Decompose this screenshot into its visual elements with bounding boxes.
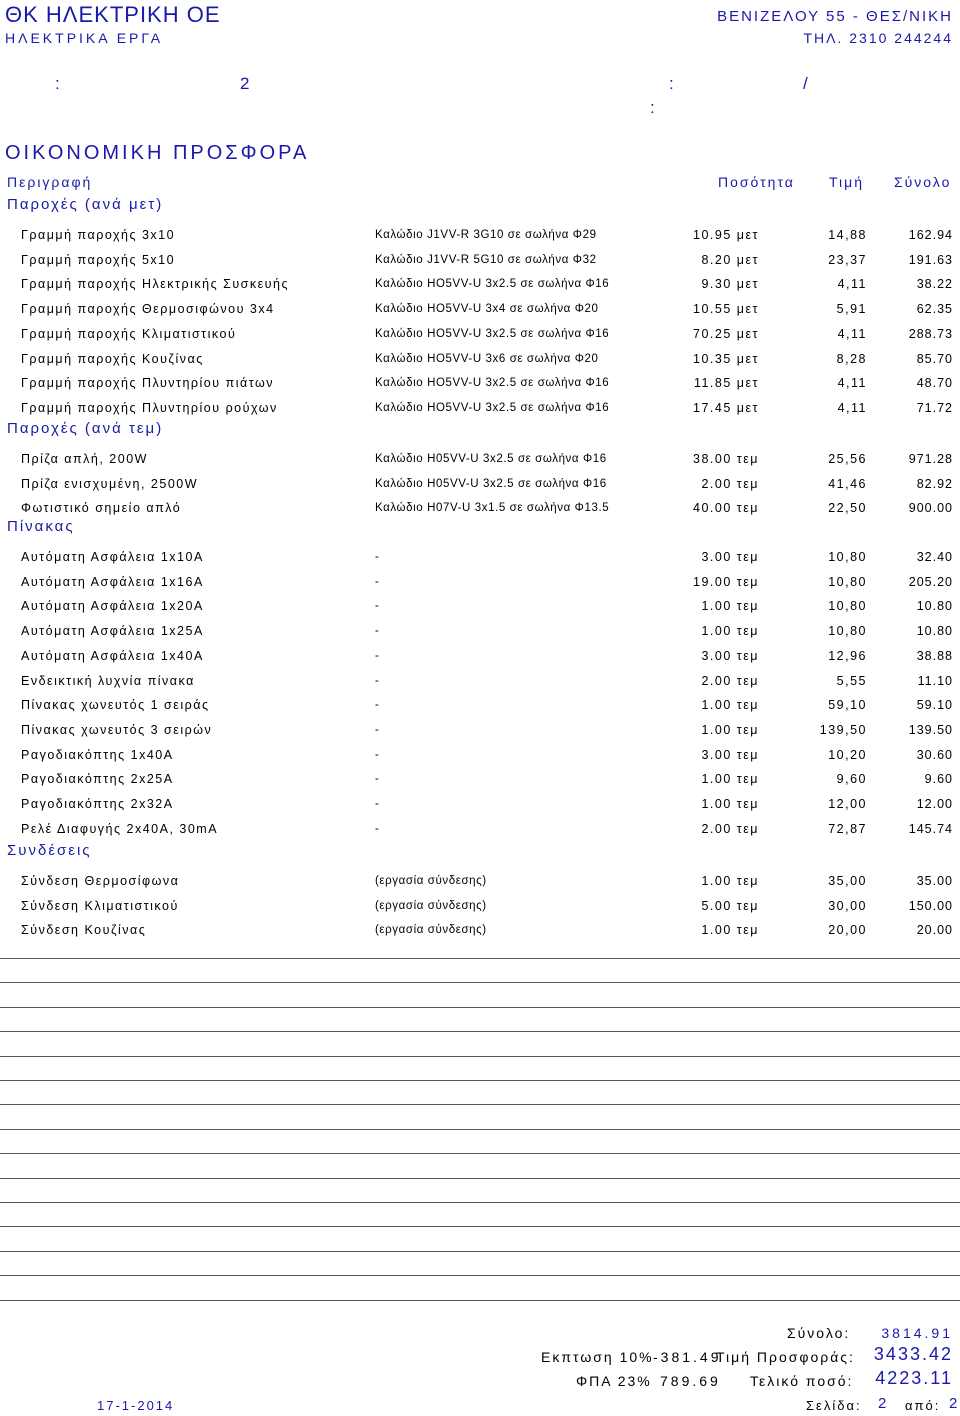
item-quantity: 2.00 τεμ: [701, 673, 759, 688]
document-title: ΟΙΚΟΝΟΜΙΚΗ ΠΡΟΣΦΟΡΑ: [5, 142, 310, 164]
item-specification: -: [375, 748, 380, 761]
table-row: [0, 723, 960, 743]
document-date: 17-1-2014: [97, 1398, 175, 1413]
item-description: Γραμμή παροχής Κλιματιστικού: [21, 326, 237, 341]
item-total: 288.73: [908, 326, 953, 341]
item-quantity: 1.00 τεμ: [701, 797, 759, 811]
item-specification: Καλώδιο H05VV-U 3x2.5 σε σωλήνα Φ16: [375, 453, 607, 465]
item-total: 62.35: [916, 302, 953, 317]
table-row: [0, 302, 960, 322]
item-description: Ενδεικτική λυχνία πίνακα: [21, 673, 195, 688]
offer-number: 2: [240, 74, 250, 93]
item-total: 11.10: [917, 673, 953, 688]
ruled-line: [0, 1178, 960, 1179]
ruled-line: [0, 1202, 960, 1203]
item-unit-price: 35,00: [828, 874, 867, 888]
item-description: Αυτόματη Ασφάλεια 1x16A: [21, 574, 204, 589]
item-unit-price: 4,11: [837, 376, 867, 391]
item-quantity: 8.20 μετ: [701, 252, 759, 267]
company-address: ΒΕΝΙΖΕΛΟΥ 55 - ΘΕΣ/ΝΙΚΗ: [717, 8, 953, 25]
section-title: Παροχές (ανά τεμ): [7, 420, 164, 437]
item-unit-price: 12,96: [828, 648, 867, 663]
offer-price-label: Τιμή Προσφοράς:: [716, 1349, 855, 1365]
item-specification: -: [375, 575, 380, 588]
item-total: 85.70: [916, 351, 953, 366]
column-header-quantity: Ποσότητα: [718, 174, 795, 190]
item-unit-price: 10,80: [828, 574, 867, 589]
item-total: 30.60: [916, 747, 953, 762]
item-quantity: 10.55 μετ: [693, 302, 759, 317]
item-quantity: 3.00 τεμ: [701, 747, 759, 762]
item-total: 10.80: [916, 624, 953, 639]
item-description: Ρελέ Διαφυγής 2x40A, 30mA: [21, 821, 219, 836]
discount-value: -381.49: [653, 1349, 722, 1365]
table-row: [0, 748, 960, 768]
item-total: 971.28: [908, 452, 953, 466]
item-specification: (εργασία σύνδεσης): [375, 899, 487, 912]
item-quantity: 38.00 τεμ: [693, 452, 759, 466]
table-row: [0, 327, 960, 347]
item-total: 59.10: [916, 698, 953, 713]
section-title: Πίνακας: [7, 518, 75, 535]
item-specification: (εργασία σύνδεσης): [375, 875, 487, 887]
company-activity: ΗΛΕΚΤΡΙΚΑ ΕΡΓΑ: [5, 30, 164, 46]
item-description: Γραμμή παροχής 5x10: [21, 252, 176, 267]
meta-colon: :: [669, 74, 674, 93]
company-phone: ΤΗΛ. 2310 244244: [803, 30, 953, 46]
section-title: Συνδέσεις: [7, 842, 92, 859]
item-specification: Καλώδιο J1VV-R 5G10 σε σωλήνα Φ32: [375, 253, 597, 266]
table-row: [0, 624, 960, 644]
company-name: ΘΚ ΗΛΕΚΤΡΙΚΗ ΟΕ: [5, 2, 221, 27]
page-of-label: από:: [905, 1398, 941, 1413]
item-unit-price: 4,11: [837, 326, 867, 341]
item-specification: Καλώδιο HO5VV-U 3x2.5 σε σωλήνα Φ16: [375, 278, 610, 291]
item-total: 32.40: [916, 550, 953, 564]
item-quantity: 40.00 τεμ: [693, 501, 759, 516]
item-description: Πίνακας χωνευτός 1 σειράς: [21, 698, 210, 713]
item-total: 162.94: [908, 228, 953, 242]
meta-colon: :: [55, 74, 60, 93]
item-total: 191.63: [908, 252, 953, 267]
item-specification: -: [375, 798, 380, 810]
item-description: Ραγοδιακόπτης 2x25A: [21, 772, 174, 787]
ruled-line: [0, 1153, 960, 1154]
item-description: Πρίζα απλή, 200W: [21, 452, 148, 466]
item-description: Αυτόματη Ασφάλεια 1x20A: [21, 599, 204, 614]
item-quantity: 1.00 τεμ: [701, 923, 759, 938]
item-total: 205.20: [908, 574, 953, 589]
item-unit-price: 41,46: [828, 476, 867, 491]
table-row: [0, 277, 960, 297]
table-row: [0, 401, 960, 421]
item-unit-price: 20,00: [828, 923, 867, 938]
item-unit-price: 10,80: [828, 624, 867, 639]
item-unit-price: 5,91: [836, 302, 867, 317]
page-total: 2: [949, 1395, 958, 1412]
vat-value: 789.69: [660, 1373, 721, 1389]
ruled-line: [0, 1129, 960, 1130]
item-unit-price: 30,00: [828, 898, 867, 913]
item-description: Γραμμή παροχής Κουζίνας: [21, 351, 204, 366]
item-total: 35.00: [916, 874, 953, 888]
item-specification: -: [375, 551, 380, 563]
item-total: 10.80: [916, 599, 953, 614]
item-specification: -: [375, 699, 380, 712]
item-unit-price: 10,80: [828, 599, 867, 614]
table-row: [0, 674, 960, 694]
table-row: [0, 352, 960, 372]
table-row: [0, 822, 960, 842]
column-header-total: Σύνολο: [894, 174, 952, 190]
item-unit-price: 72,87: [828, 821, 867, 836]
item-quantity: 9.30 μετ: [701, 277, 759, 292]
item-description: Αυτόματη Ασφάλεια 1x10A: [21, 550, 204, 564]
table-row: [0, 575, 960, 595]
item-description: Γραμμή παροχής Πλυντηρίου ρούχων: [21, 400, 278, 415]
item-quantity: 3.00 τεμ: [701, 550, 759, 564]
item-unit-price: 22,50: [828, 501, 867, 516]
column-header-price: Τιμή: [829, 174, 864, 190]
ruled-line: [0, 1251, 960, 1252]
item-description: Γραμμή παροχής Ηλεκτρικής Συσκευής: [21, 277, 289, 292]
item-specification: -: [375, 773, 380, 786]
ruled-line: [0, 958, 960, 959]
ruled-line: [0, 1226, 960, 1227]
page-label: Σελίδα:: [806, 1398, 862, 1413]
sum-value: 3814.91: [881, 1325, 953, 1341]
item-specification: Καλώδιο HO5VV-U 3x6 σε σωλήνα Φ20: [375, 352, 599, 365]
item-quantity: 1.00 τεμ: [701, 772, 759, 787]
item-quantity: 1.00 τεμ: [701, 599, 759, 614]
item-quantity: 17.45 μετ: [693, 400, 759, 415]
item-quantity: 2.00 τεμ: [701, 821, 759, 836]
ruled-line: [0, 1080, 960, 1081]
item-quantity: 10.95 μετ: [693, 228, 759, 242]
item-specification: -: [375, 625, 380, 638]
item-unit-price: 23,37: [828, 252, 867, 267]
ruled-line: [0, 1275, 960, 1276]
table-row: [0, 477, 960, 497]
item-description: Αυτόματη Ασφάλεια 1x25A: [21, 624, 204, 639]
table-row: [0, 698, 960, 718]
item-specification: -: [375, 674, 380, 687]
item-specification: -: [375, 600, 380, 613]
ruled-line: [0, 1104, 960, 1105]
section-title: Παροχές (ανά μετ): [7, 196, 164, 213]
item-unit-price: 4,11: [837, 277, 867, 292]
item-quantity: 1.00 τεμ: [701, 624, 759, 639]
item-total: 48.70: [916, 376, 953, 391]
item-quantity: 2.00 τεμ: [701, 476, 759, 491]
item-specification: Καλώδιο H07V-U 3x1.5 σε σωλήνα Φ13.5: [375, 502, 610, 515]
item-specification: Καλώδιο J1VV-R 3G10 σε σωλήνα Φ29: [375, 229, 597, 241]
item-description: Γραμμή παροχής Θερμοσιφώνου 3x4: [21, 302, 275, 317]
item-unit-price: 4,11: [837, 400, 867, 415]
table-row: [0, 452, 960, 472]
item-quantity: 1.00 τεμ: [701, 874, 759, 888]
item-unit-price: 12,00: [828, 797, 867, 811]
item-specification: -: [375, 822, 380, 835]
item-total: 900.00: [908, 501, 953, 516]
item-specification: Καλώδιο HO5VV-U 3x2.5 σε σωλήνα Φ16: [375, 377, 610, 390]
item-specification: Καλώδιο H05VV-U 3x2.5 σε σωλήνα Φ16: [375, 477, 607, 490]
item-specification: -: [375, 649, 380, 662]
item-total: 38.88: [916, 648, 953, 663]
offer-price-value: 3433.42: [873, 1344, 953, 1364]
item-quantity: 11.85 μετ: [693, 376, 759, 391]
table-row: [0, 649, 960, 669]
item-description: Αυτόματη Ασφάλεια 1x40A: [21, 648, 204, 663]
item-unit-price: 14,88: [828, 228, 867, 242]
ruled-line: [0, 1056, 960, 1057]
item-unit-price: 25,56: [828, 452, 867, 466]
table-row: [0, 923, 960, 943]
item-total: 38.22: [916, 277, 953, 292]
item-description: Σύνδεση Θερμοσίφωνα: [21, 874, 180, 888]
item-total: 139.50: [908, 722, 953, 737]
page-current: 2: [878, 1395, 887, 1412]
sum-label: Σύνολο:: [787, 1325, 851, 1341]
item-total: 145.74: [908, 821, 953, 836]
item-quantity: 1.00 τεμ: [701, 698, 759, 713]
discount-label: Εκπτωση 10%: [541, 1349, 654, 1365]
item-specification: Καλώδιο HO5VV-U 3x2.5 σε σωλήνα Φ16: [375, 327, 610, 340]
item-quantity: 1.00 τεμ: [701, 722, 759, 737]
item-specification: Καλώδιο HO5VV-U 3x4 σε σωλήνα Φ20: [375, 303, 599, 316]
table-row: [0, 501, 960, 521]
column-header-description: Περιγραφή: [7, 174, 93, 190]
item-unit-price: 10,80: [828, 550, 867, 564]
table-row: [0, 253, 960, 273]
ruled-line: [0, 982, 960, 983]
table-row: [0, 899, 960, 919]
item-description: Γραμμή παροχής 3x10: [21, 228, 176, 242]
item-total: 9.60: [924, 772, 953, 787]
meta-slash: /: [803, 74, 808, 93]
item-specification: (εργασία σύνδεσης): [375, 924, 487, 937]
table-row: [0, 797, 960, 817]
vat-label: ΦΠΑ 23%: [576, 1373, 652, 1389]
item-quantity: 19.00 τεμ: [693, 574, 759, 589]
item-quantity: 5.00 τεμ: [701, 898, 759, 913]
item-unit-price: 59,10: [828, 698, 867, 713]
item-description: Ραγοδιακόπτης 2x32A: [21, 797, 174, 811]
item-description: Πρίζα ενισχυμένη, 2500W: [21, 476, 199, 491]
final-total-label: Τελικό ποσό:: [750, 1373, 854, 1389]
item-unit-price: 5,55: [836, 673, 867, 688]
ruled-line: [0, 1007, 960, 1008]
item-unit-price: 9,60: [836, 772, 867, 787]
item-total: 20.00: [916, 923, 953, 938]
item-specification: -: [375, 723, 380, 736]
item-description: Σύνδεση Κουζίνας: [21, 923, 147, 938]
meta-colon: :: [650, 98, 655, 117]
table-row: [0, 376, 960, 396]
table-row: [0, 599, 960, 619]
item-total: 82.92: [916, 476, 953, 491]
item-unit-price: 139,50: [819, 722, 867, 737]
item-unit-price: 10,20: [828, 747, 867, 762]
item-total: 150.00: [908, 898, 953, 913]
table-row: [0, 550, 960, 570]
item-description: Γραμμή παροχής Πλυντηρίου πιάτων: [21, 376, 274, 391]
item-total: 71.72: [916, 400, 953, 415]
item-specification: Καλώδιο HO5VV-U 3x2.5 σε σωλήνα Φ16: [375, 401, 610, 414]
table-row: [0, 874, 960, 894]
item-quantity: 70.25 μετ: [693, 326, 759, 341]
ruled-line: [0, 1300, 960, 1301]
final-total-value: 4223.11: [875, 1368, 953, 1388]
table-row: [0, 228, 960, 248]
table-row: [0, 772, 960, 792]
item-unit-price: 8,28: [836, 351, 867, 366]
ruled-line: [0, 1031, 960, 1032]
item-description: Ραγοδιακόπτης 1x40A: [21, 747, 174, 762]
item-description: Σύνδεση Κλιματιστικού: [21, 898, 179, 913]
item-description: Φωτιστικό σημείο απλό: [21, 501, 182, 516]
item-quantity: 10.35 μετ: [693, 351, 759, 366]
item-description: Πίνακας χωνευτός 3 σειρών: [21, 722, 213, 737]
item-total: 12.00: [916, 797, 953, 811]
item-quantity: 3.00 τεμ: [701, 648, 759, 663]
